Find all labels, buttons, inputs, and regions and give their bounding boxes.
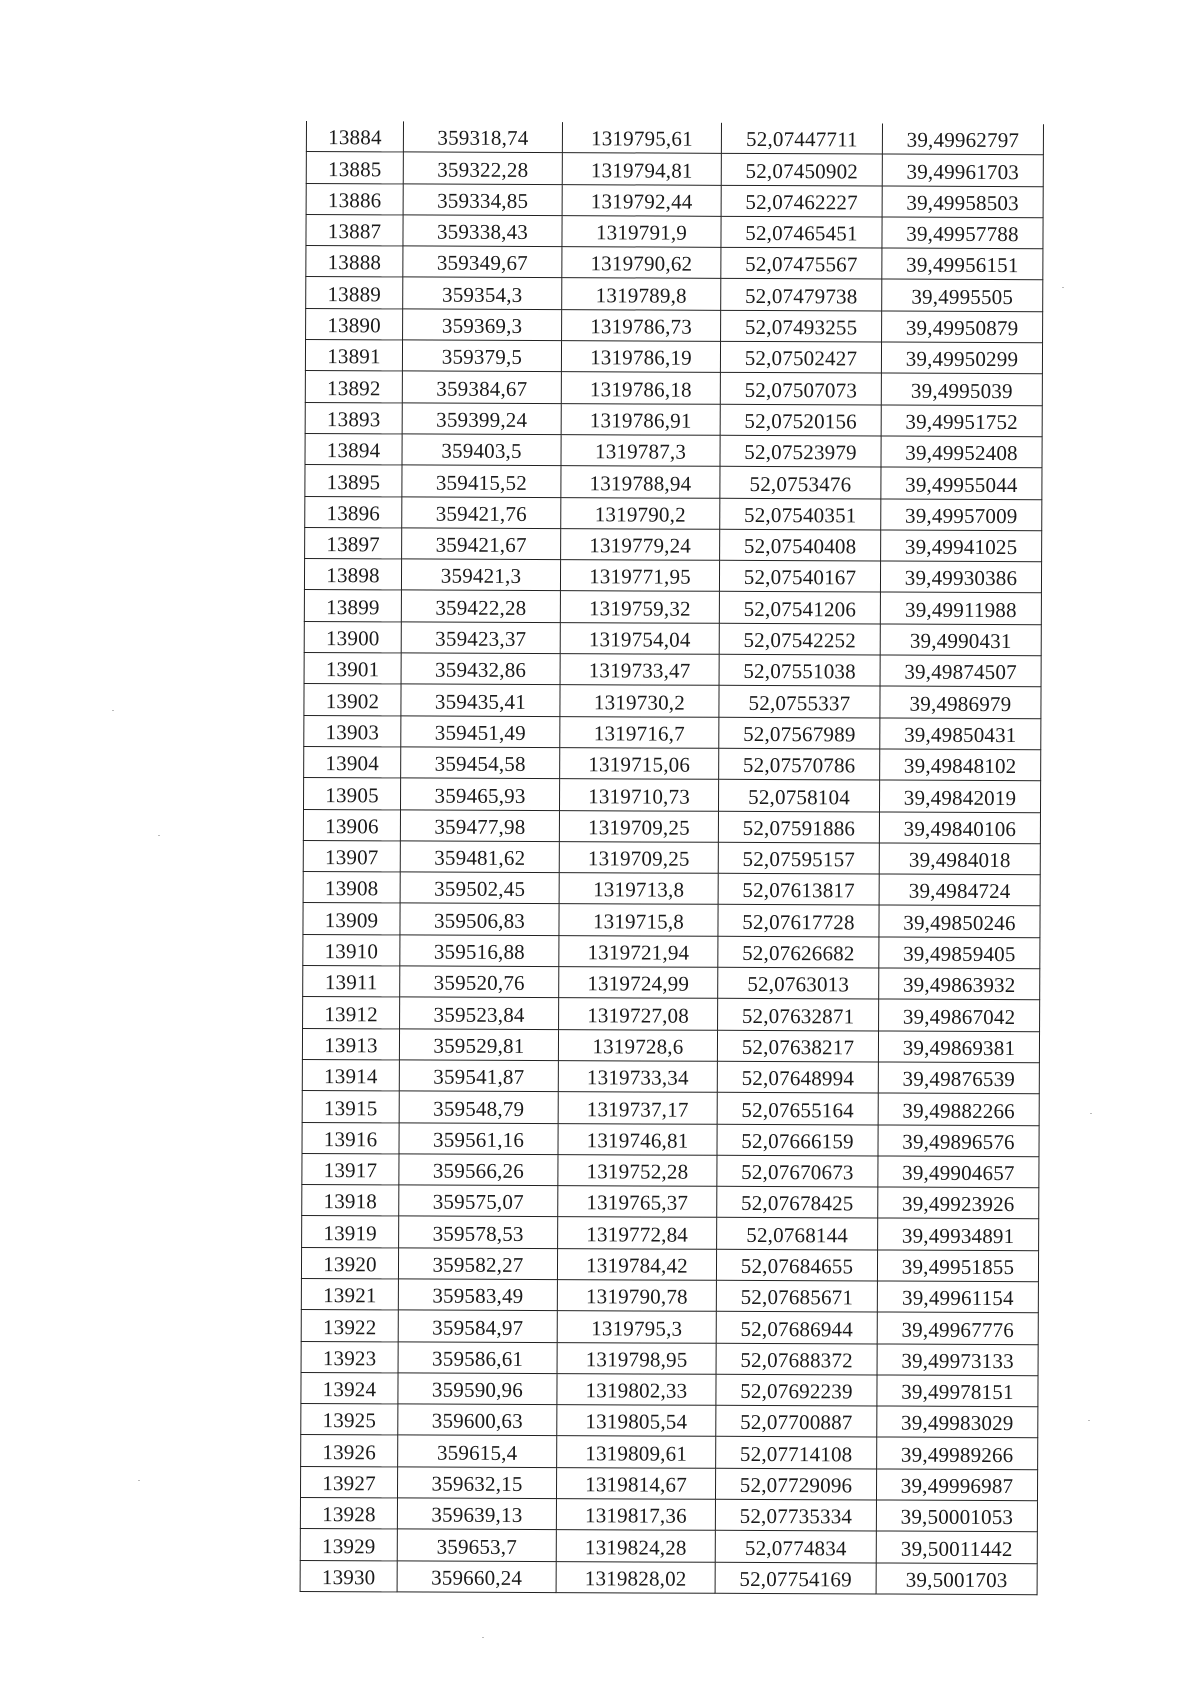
y-coordinate-cell: 1319790,62 <box>562 247 721 279</box>
longitude-cell: 39,49978151 <box>877 1375 1038 1407</box>
y-coordinate-cell: 1319824,28 <box>556 1530 715 1562</box>
longitude-cell: 39,49941025 <box>881 530 1042 562</box>
latitude-cell: 52,07685671 <box>716 1280 877 1312</box>
latitude-cell: 52,0753476 <box>720 467 881 499</box>
longitude-cell: 39,4984018 <box>879 843 1040 875</box>
longitude-cell: 39,49961703 <box>882 154 1043 186</box>
latitude-cell: 52,07591886 <box>718 811 879 843</box>
x-coordinate-cell: 359584,97 <box>398 1310 557 1342</box>
scan-speck <box>482 1637 484 1638</box>
longitude-cell: 39,4990431 <box>880 624 1041 656</box>
longitude-cell: 39,49951855 <box>877 1250 1038 1282</box>
longitude-cell: 39,49934891 <box>878 1218 1039 1250</box>
y-coordinate-cell: 1319802,33 <box>557 1373 716 1405</box>
y-coordinate-cell: 1319715,8 <box>559 904 718 936</box>
x-coordinate-cell: 359600,63 <box>398 1404 557 1436</box>
y-coordinate-cell: 1319788,94 <box>561 466 720 498</box>
y-coordinate-cell: 1319709,25 <box>559 841 718 873</box>
point-number-cell: 13907 <box>303 840 400 872</box>
y-coordinate-cell: 1319792,44 <box>562 184 721 216</box>
longitude-cell: 39,49952408 <box>881 436 1042 468</box>
x-coordinate-cell: 359516,88 <box>400 935 559 967</box>
table-row <box>302 1122 1039 1157</box>
latitude-cell: 52,07541206 <box>719 592 880 624</box>
y-coordinate-cell: 1319727,08 <box>559 998 718 1030</box>
table-row <box>301 1310 1038 1345</box>
latitude-cell: 52,07479738 <box>721 279 882 311</box>
point-number-cell: 13892 <box>305 371 402 403</box>
table-row <box>304 590 1041 625</box>
latitude-cell: 52,07475567 <box>721 247 882 279</box>
x-coordinate-cell: 359435,41 <box>401 684 560 716</box>
y-coordinate-cell: 1319710,73 <box>559 779 718 811</box>
table-row <box>300 1498 1037 1533</box>
y-coordinate-cell: 1319716,7 <box>560 716 719 748</box>
x-coordinate-cell: 359578,53 <box>399 1216 558 1248</box>
latitude-cell: 52,0758104 <box>718 780 879 812</box>
point-number-cell: 13923 <box>301 1341 398 1373</box>
x-coordinate-cell: 359541,87 <box>399 1060 558 1092</box>
y-coordinate-cell: 1319790,2 <box>561 497 720 529</box>
table-row <box>303 903 1040 938</box>
x-coordinate-cell: 359399,24 <box>402 403 561 435</box>
x-coordinate-cell: 359432,86 <box>401 653 560 685</box>
table-row <box>303 966 1040 1001</box>
table-row <box>305 371 1042 406</box>
y-coordinate-cell: 1319737,17 <box>558 1092 717 1124</box>
x-coordinate-cell: 359421,76 <box>402 496 561 528</box>
point-number-cell: 13904 <box>304 746 401 778</box>
latitude-cell: 52,07542252 <box>719 623 880 655</box>
table-row <box>301 1372 1038 1407</box>
table-row <box>302 1028 1039 1063</box>
longitude-cell: 39,49950299 <box>881 342 1042 374</box>
y-coordinate-cell: 1319779,24 <box>561 528 720 560</box>
point-number-cell: 13894 <box>305 433 402 465</box>
y-coordinate-cell: 1319786,19 <box>561 341 720 373</box>
y-coordinate-cell: 1319795,3 <box>557 1311 716 1343</box>
scan-speck <box>158 835 160 836</box>
point-number-cell: 13924 <box>301 1372 398 1404</box>
longitude-cell: 39,5001703 <box>876 1563 1037 1595</box>
longitude-cell: 39,49850246 <box>879 905 1040 937</box>
point-number-cell: 13916 <box>302 1122 399 1154</box>
x-coordinate-cell: 359379,5 <box>402 340 561 372</box>
longitude-cell: 39,50011442 <box>876 1531 1037 1563</box>
point-number-cell: 13893 <box>305 402 402 434</box>
table-row <box>304 746 1041 781</box>
point-number-cell: 13898 <box>304 559 401 591</box>
y-coordinate-cell: 1319828,02 <box>556 1561 715 1593</box>
longitude-cell: 39,49962797 <box>882 124 1043 155</box>
longitude-cell: 39,49874507 <box>880 655 1041 687</box>
point-number-cell: 13915 <box>302 1091 399 1123</box>
longitude-cell: 39,49973133 <box>877 1344 1038 1376</box>
table-row <box>305 340 1042 375</box>
longitude-cell: 39,50001053 <box>876 1500 1037 1532</box>
x-coordinate-cell: 359590,96 <box>398 1373 557 1405</box>
point-number-cell: 13902 <box>304 684 401 716</box>
table-row <box>302 1059 1039 1094</box>
table-row <box>301 1435 1038 1470</box>
point-number-cell: 13918 <box>302 1185 399 1217</box>
point-number-cell: 13895 <box>305 465 402 497</box>
table-row <box>300 1560 1037 1595</box>
longitude-cell: 39,49867042 <box>879 999 1040 1031</box>
x-coordinate-cell: 359583,49 <box>398 1279 557 1311</box>
y-coordinate-cell: 1319814,67 <box>556 1467 715 1499</box>
point-number-cell: 13910 <box>303 934 400 966</box>
point-number-cell: 13885 <box>306 152 403 184</box>
x-coordinate-cell: 359566,26 <box>399 1154 558 1186</box>
longitude-cell: 39,49951752 <box>881 405 1042 437</box>
scan-speck <box>1090 1113 1092 1114</box>
latitude-cell: 52,0763013 <box>718 967 879 999</box>
latitude-cell: 52,07617728 <box>718 905 879 937</box>
longitude-cell: 39,4995039 <box>881 373 1042 405</box>
y-coordinate-cell: 1319715,06 <box>560 748 719 780</box>
point-number-cell: 13891 <box>305 340 402 372</box>
y-coordinate-cell: 1319721,94 <box>559 935 718 967</box>
x-coordinate-cell: 359422,28 <box>401 590 560 622</box>
point-number-cell: 13926 <box>301 1435 398 1467</box>
latitude-cell: 52,07626682 <box>718 936 879 968</box>
y-coordinate-cell: 1319794,81 <box>562 153 721 185</box>
x-coordinate-cell: 359520,76 <box>400 966 559 998</box>
latitude-cell: 52,07692239 <box>716 1374 877 1406</box>
point-number-cell: 13906 <box>303 809 400 841</box>
y-coordinate-cell: 1319790,78 <box>557 1280 716 1312</box>
point-number-cell: 13905 <box>303 778 400 810</box>
y-coordinate-cell: 1319787,3 <box>561 435 720 467</box>
y-coordinate-cell: 1319817,36 <box>556 1499 715 1531</box>
latitude-cell: 52,07655164 <box>717 1093 878 1125</box>
latitude-cell: 52,07567989 <box>719 717 880 749</box>
x-coordinate-cell: 359481,62 <box>400 841 559 873</box>
longitude-cell: 39,49961154 <box>877 1281 1038 1313</box>
x-coordinate-cell: 359423,37 <box>401 622 560 654</box>
point-number-cell: 13884 <box>306 121 403 152</box>
latitude-cell: 52,07632871 <box>718 999 879 1031</box>
table-row <box>304 653 1041 688</box>
latitude-cell: 52,07447711 <box>721 123 882 154</box>
x-coordinate-cell: 359384,67 <box>402 371 561 403</box>
latitude-cell: 52,07684655 <box>716 1249 877 1281</box>
x-coordinate-cell: 359322,28 <box>403 152 562 184</box>
longitude-cell: 39,4984724 <box>879 874 1040 906</box>
table-row <box>301 1341 1038 1376</box>
table-row <box>302 1153 1039 1188</box>
y-coordinate-cell: 1319798,95 <box>557 1342 716 1374</box>
x-coordinate-cell: 359523,84 <box>400 997 559 1029</box>
latitude-cell: 52,07507073 <box>720 373 881 405</box>
y-coordinate-cell: 1319709,25 <box>559 810 718 842</box>
x-coordinate-cell: 359403,5 <box>402 434 561 466</box>
latitude-cell: 52,07714108 <box>716 1437 877 1469</box>
longitude-cell: 39,49955044 <box>881 467 1042 499</box>
point-number-cell: 13928 <box>300 1498 397 1530</box>
y-coordinate-cell: 1319789,8 <box>562 278 721 310</box>
longitude-cell: 39,49911988 <box>880 592 1041 624</box>
latitude-cell: 52,07648994 <box>717 1061 878 1093</box>
longitude-cell: 39,49958503 <box>882 186 1043 218</box>
point-number-cell: 13901 <box>304 653 401 685</box>
point-number-cell: 13888 <box>306 246 403 278</box>
coordinates-table-body <box>300 121 1043 1595</box>
longitude-cell: 39,4995505 <box>882 279 1043 311</box>
y-coordinate-cell: 1319752,28 <box>558 1154 717 1186</box>
table-row <box>300 1466 1037 1501</box>
point-number-cell: 13896 <box>305 496 402 528</box>
y-coordinate-cell: 1319765,37 <box>558 1186 717 1218</box>
table-row <box>302 1185 1039 1220</box>
latitude-cell: 52,07686944 <box>716 1312 877 1344</box>
x-coordinate-cell: 359575,07 <box>399 1185 558 1217</box>
latitude-cell: 52,07688372 <box>716 1343 877 1375</box>
y-coordinate-cell: 1319809,61 <box>557 1436 716 1468</box>
x-coordinate-cell: 359465,93 <box>400 778 559 810</box>
point-number-cell: 13886 <box>306 183 403 215</box>
point-number-cell: 13900 <box>304 621 401 653</box>
table-row <box>305 465 1042 500</box>
latitude-cell: 52,07729096 <box>715 1468 876 1500</box>
latitude-cell: 52,07754169 <box>715 1562 876 1594</box>
longitude-cell: 39,49957009 <box>881 499 1042 531</box>
coordinates-table-container <box>306 121 1043 1592</box>
y-coordinate-cell: 1319786,18 <box>561 372 720 404</box>
x-coordinate-cell: 359415,52 <box>402 465 561 497</box>
x-coordinate-cell: 359318,74 <box>403 121 562 152</box>
table-row <box>303 997 1040 1032</box>
y-coordinate-cell: 1319786,91 <box>561 403 720 435</box>
table-row <box>300 1529 1037 1564</box>
table-row <box>305 433 1042 468</box>
x-coordinate-cell: 359506,83 <box>400 903 559 935</box>
longitude-cell: 39,49989266 <box>877 1437 1038 1469</box>
latitude-cell: 52,07666159 <box>717 1124 878 1156</box>
longitude-cell: 39,49950879 <box>882 311 1043 343</box>
point-number-cell: 13920 <box>301 1247 398 1279</box>
x-coordinate-cell: 359334,85 <box>403 184 562 216</box>
point-number-cell: 13890 <box>306 308 403 340</box>
table-row <box>303 872 1040 907</box>
latitude-cell: 52,07678425 <box>717 1186 878 1218</box>
table-row <box>301 1247 1038 1282</box>
latitude-cell: 52,07595157 <box>718 842 879 874</box>
longitude-cell: 39,49848102 <box>880 749 1041 781</box>
y-coordinate-cell: 1319733,47 <box>560 654 719 686</box>
point-number-cell: 13919 <box>302 1216 399 1248</box>
point-number-cell: 13889 <box>306 277 403 309</box>
latitude-cell: 52,07493255 <box>721 310 882 342</box>
point-number-cell: 13903 <box>304 715 401 747</box>
longitude-cell: 39,49996987 <box>876 1469 1037 1501</box>
latitude-cell: 52,0768144 <box>717 1218 878 1250</box>
y-coordinate-cell: 1319754,04 <box>560 622 719 654</box>
point-number-cell: 13925 <box>301 1404 398 1436</box>
x-coordinate-cell: 359561,16 <box>399 1122 558 1154</box>
y-coordinate-cell: 1319733,34 <box>558 1061 717 1093</box>
latitude-cell: 52,07613817 <box>718 873 879 905</box>
longitude-cell: 39,49840106 <box>879 812 1040 844</box>
x-coordinate-cell: 359369,3 <box>403 309 562 341</box>
longitude-cell: 39,49923926 <box>878 1187 1039 1219</box>
latitude-cell: 52,07465451 <box>721 216 882 248</box>
longitude-cell: 39,49869381 <box>878 1031 1039 1063</box>
latitude-cell: 52,0774834 <box>715 1531 876 1563</box>
x-coordinate-cell: 359502,45 <box>400 872 559 904</box>
latitude-cell: 52,07540351 <box>720 498 881 530</box>
latitude-cell: 52,07700887 <box>716 1405 877 1437</box>
latitude-cell: 52,07540167 <box>719 560 880 592</box>
y-coordinate-cell: 1319730,2 <box>560 685 719 717</box>
latitude-cell: 52,07551038 <box>719 654 880 686</box>
table-row <box>306 183 1043 218</box>
point-number-cell: 13909 <box>303 903 400 935</box>
point-number-cell: 13927 <box>300 1466 397 1498</box>
x-coordinate-cell: 359632,15 <box>397 1467 556 1499</box>
y-coordinate-cell: 1319791,9 <box>562 216 721 248</box>
latitude-cell: 52,07450902 <box>721 154 882 186</box>
x-coordinate-cell: 359451,49 <box>401 716 560 748</box>
longitude-cell: 39,49904657 <box>878 1156 1039 1188</box>
latitude-cell: 52,07540408 <box>720 529 881 561</box>
table-row <box>304 715 1041 750</box>
longitude-cell: 39,4986979 <box>880 686 1041 718</box>
table-row <box>303 778 1040 813</box>
x-coordinate-cell: 359421,3 <box>401 559 560 591</box>
x-coordinate-cell: 359660,24 <box>397 1561 556 1593</box>
longitude-cell: 39,49876539 <box>878 1062 1039 1094</box>
x-coordinate-cell: 359653,7 <box>397 1529 556 1561</box>
longitude-cell: 39,49850431 <box>880 718 1041 750</box>
longitude-cell: 39,49957788 <box>882 217 1043 249</box>
table-row <box>304 621 1041 656</box>
table-row <box>303 934 1040 969</box>
y-coordinate-cell: 1319784,42 <box>557 1248 716 1280</box>
latitude-cell: 52,07520156 <box>720 404 881 436</box>
table-row <box>306 214 1043 249</box>
point-number-cell: 13913 <box>302 1028 399 1060</box>
latitude-cell: 52,07523979 <box>720 435 881 467</box>
point-number-cell: 13921 <box>301 1278 398 1310</box>
table-row <box>305 527 1042 562</box>
y-coordinate-cell: 1319786,73 <box>562 309 721 341</box>
latitude-cell: 52,0755337 <box>719 686 880 718</box>
table-row <box>304 559 1041 594</box>
longitude-cell: 39,49930386 <box>880 561 1041 593</box>
y-coordinate-cell: 1319805,54 <box>557 1405 716 1437</box>
table-row <box>306 152 1043 187</box>
scan-speck <box>112 710 114 711</box>
longitude-cell: 39,49882266 <box>878 1093 1039 1125</box>
table-row <box>306 277 1043 312</box>
latitude-cell: 52,07670673 <box>717 1155 878 1187</box>
x-coordinate-cell: 359615,4 <box>398 1435 557 1467</box>
point-number-cell: 13930 <box>300 1560 397 1592</box>
longitude-cell: 39,49983029 <box>877 1406 1038 1438</box>
longitude-cell: 39,49967776 <box>877 1312 1038 1344</box>
y-coordinate-cell: 1319746,81 <box>558 1123 717 1155</box>
point-number-cell: 13911 <box>303 966 400 998</box>
y-coordinate-cell: 1319771,95 <box>560 560 719 592</box>
coordinates-table <box>300 121 1044 1595</box>
table-row <box>302 1216 1039 1251</box>
latitude-cell: 52,07462227 <box>721 185 882 217</box>
x-coordinate-cell: 359639,13 <box>397 1498 556 1530</box>
x-coordinate-cell: 359454,58 <box>401 747 560 779</box>
longitude-cell: 39,49896576 <box>878 1125 1039 1157</box>
point-number-cell: 13929 <box>300 1529 397 1561</box>
latitude-cell: 52,07735334 <box>715 1499 876 1531</box>
longitude-cell: 39,49956151 <box>882 248 1043 280</box>
y-coordinate-cell: 1319759,32 <box>560 591 719 623</box>
x-coordinate-cell: 359586,61 <box>398 1341 557 1373</box>
x-coordinate-cell: 359548,79 <box>399 1091 558 1123</box>
x-coordinate-cell: 359338,43 <box>403 215 562 247</box>
table-row <box>306 121 1043 155</box>
latitude-cell: 52,07502427 <box>720 341 881 373</box>
point-number-cell: 13908 <box>303 872 400 904</box>
table-row <box>303 809 1040 844</box>
y-coordinate-cell: 1319724,99 <box>559 967 718 999</box>
longitude-cell: 39,49842019 <box>879 780 1040 812</box>
scan-speck <box>1088 1420 1090 1421</box>
point-number-cell: 13914 <box>302 1059 399 1091</box>
y-coordinate-cell: 1319772,84 <box>558 1217 717 1249</box>
table-row <box>301 1278 1038 1313</box>
longitude-cell: 39,49863932 <box>879 968 1040 1000</box>
x-coordinate-cell: 359354,3 <box>403 277 562 309</box>
point-number-cell: 13899 <box>304 590 401 622</box>
x-coordinate-cell: 359582,27 <box>398 1248 557 1280</box>
latitude-cell: 52,07570786 <box>719 748 880 780</box>
point-number-cell: 13912 <box>303 997 400 1029</box>
latitude-cell: 52,07638217 <box>717 1030 878 1062</box>
y-coordinate-cell: 1319728,6 <box>558 1029 717 1061</box>
point-number-cell: 13897 <box>305 527 402 559</box>
table-row <box>303 840 1040 875</box>
table-row <box>304 684 1041 719</box>
table-row <box>305 402 1042 437</box>
table-row <box>305 496 1042 531</box>
longitude-cell: 39,49859405 <box>879 937 1040 969</box>
point-number-cell: 13917 <box>302 1153 399 1185</box>
x-coordinate-cell: 359349,67 <box>403 246 562 278</box>
point-number-cell: 13922 <box>301 1310 398 1342</box>
y-coordinate-cell: 1319795,61 <box>562 122 721 153</box>
point-number-cell: 13887 <box>306 214 403 246</box>
y-coordinate-cell: 1319713,8 <box>559 873 718 905</box>
table-row <box>301 1404 1038 1439</box>
x-coordinate-cell: 359421,67 <box>402 528 561 560</box>
x-coordinate-cell: 359529,81 <box>399 1029 558 1061</box>
x-coordinate-cell: 359477,98 <box>400 809 559 841</box>
scan-speck <box>138 1480 140 1481</box>
table-row <box>302 1091 1039 1126</box>
table-row <box>306 246 1043 281</box>
scan-speck <box>1062 287 1064 288</box>
table-row <box>306 308 1043 343</box>
